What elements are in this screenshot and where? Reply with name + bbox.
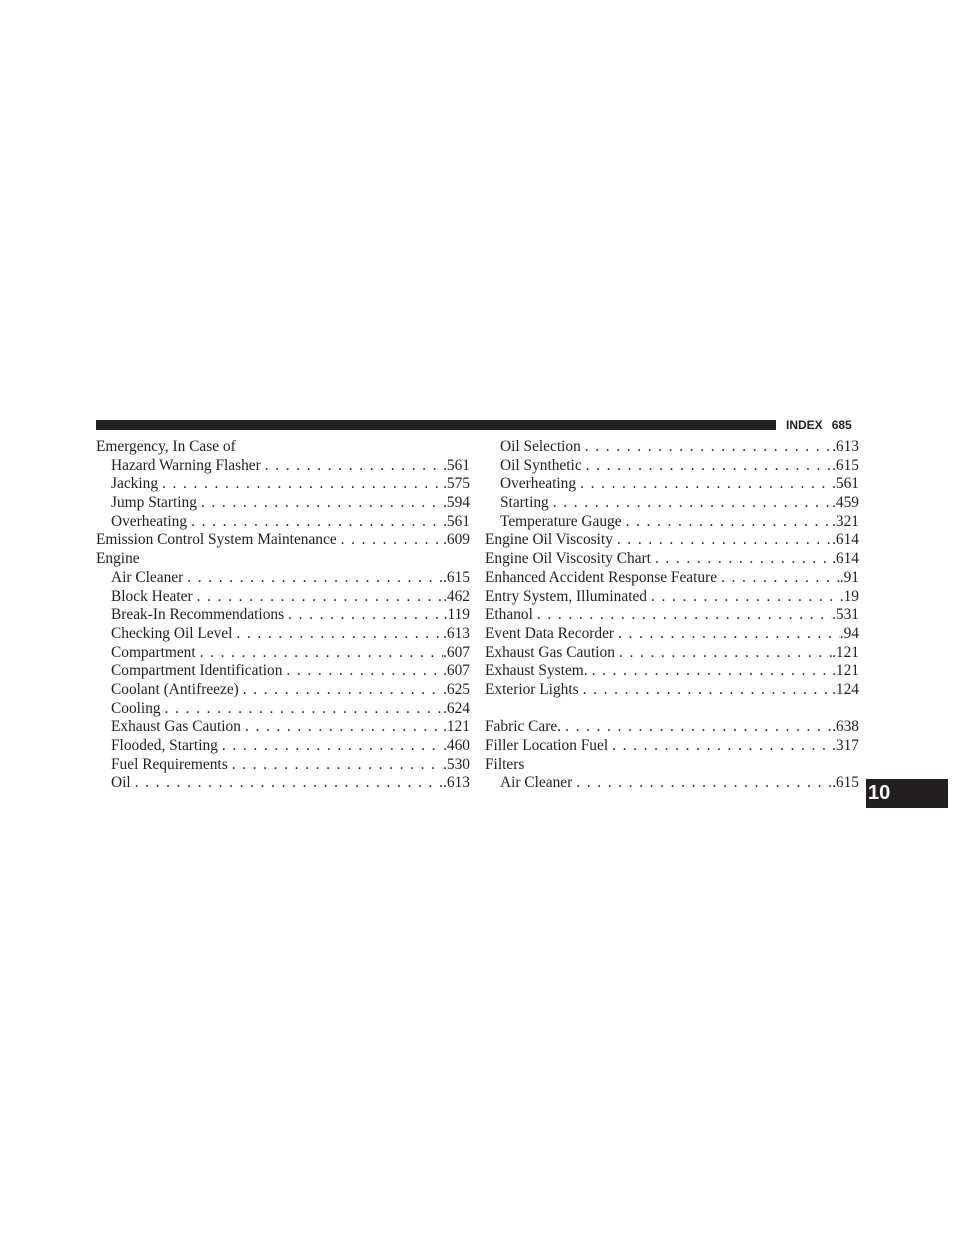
index-entry[interactable]: [485, 681, 859, 700]
dot-leader: [579, 681, 832, 700]
dot-leader: [615, 644, 832, 663]
index-entry[interactable]: [485, 625, 859, 644]
index-page-ref[interactable]: .625: [443, 680, 470, 698]
index-page-ref[interactable]: .561: [443, 512, 470, 530]
index-term: Exhaust System.: [485, 662, 588, 680]
index-page-ref[interactable]: .615: [832, 774, 859, 792]
index-entry[interactable]: [485, 457, 859, 476]
dot-leader: [647, 588, 840, 607]
dot-leader: [622, 513, 833, 532]
index-entry[interactable]: [96, 475, 470, 494]
dot-leader: [197, 494, 443, 513]
index-page-ref[interactable]: .91: [839, 568, 859, 586]
index-entry[interactable]: [485, 513, 859, 532]
index-spacer: [485, 700, 859, 719]
dot-leader: [218, 737, 443, 756]
index-entry[interactable]: [485, 644, 859, 663]
dot-leader: [239, 681, 443, 700]
index-entry[interactable]: [485, 569, 859, 588]
dot-leader: [282, 662, 443, 681]
index-entry[interactable]: [485, 662, 859, 681]
index-page-ref[interactable]: .615: [832, 456, 859, 474]
dot-leader: [241, 718, 443, 737]
index-entry[interactable]: [485, 718, 859, 737]
index-page-ref[interactable]: .614: [832, 550, 859, 568]
index-page-ref[interactable]: .530: [443, 755, 470, 773]
index-heading: [96, 550, 470, 569]
index-page-ref[interactable]: .121: [443, 718, 470, 736]
dot-leader: [576, 475, 832, 494]
dot-leader: [228, 756, 443, 775]
index-page-ref[interactable]: .317: [832, 737, 859, 754]
index-page-ref[interactable]: .613: [832, 438, 859, 455]
index-term: Checking Oil Level: [111, 624, 233, 642]
index-entry[interactable]: [485, 737, 859, 756]
index-term: Ethanol: [485, 606, 533, 624]
header-rule: [96, 420, 776, 430]
index-page-ref[interactable]: .121: [832, 643, 859, 661]
dot-leader: [613, 531, 832, 550]
dot-leader: [196, 644, 443, 663]
index-entry[interactable]: [96, 569, 470, 588]
index-term: Cooling: [111, 699, 161, 717]
index-entry[interactable]: [96, 625, 470, 644]
index-page-ref[interactable]: .94: [839, 624, 859, 642]
index-page-ref[interactable]: .561: [832, 475, 859, 493]
index-entry[interactable]: [485, 550, 859, 569]
index-heading: [485, 756, 859, 775]
dot-leader: [533, 606, 832, 625]
index-entry[interactable]: [96, 494, 470, 513]
index-term: Hazard Warning Flasher: [111, 456, 261, 474]
index-term: Engine Oil Viscosity Chart: [485, 550, 651, 568]
index-term: Fabric Care.: [485, 718, 562, 736]
dot-leader: [561, 718, 832, 737]
index-page-ref[interactable]: .459: [832, 494, 859, 512]
index-term: Emission Control System Maintenance: [96, 531, 337, 549]
index-term: Overheating: [111, 512, 188, 530]
index-term: Fuel Requirements: [111, 755, 228, 773]
section-title: INDEX: [786, 418, 823, 432]
index-column-right: [485, 438, 859, 793]
index-page-ref[interactable]: .609: [443, 531, 470, 549]
index-term: Jump Starting: [111, 494, 197, 512]
index-entry[interactable]: [96, 588, 470, 607]
dot-leader: [608, 737, 832, 756]
index-term: Starting: [500, 494, 549, 512]
index-term: Oil Synthetic: [500, 456, 582, 474]
index-column-left: [96, 438, 470, 793]
index-term: Jacking: [111, 475, 159, 493]
index-entry[interactable]: [96, 700, 470, 719]
index-term: Oil Selection: [500, 438, 581, 455]
index-entry[interactable]: [96, 774, 470, 793]
index-term: Temperature Gauge: [500, 512, 622, 530]
index-page-ref[interactable]: .531: [832, 606, 859, 624]
index-entry[interactable]: [96, 718, 470, 737]
index-page-ref[interactable]: .638: [832, 718, 859, 736]
index-entry[interactable]: [485, 606, 859, 625]
dot-leader: [232, 625, 443, 644]
chapter-tab[interactable]: 10: [866, 779, 948, 808]
index-entry[interactable]: [96, 513, 470, 532]
index-entry[interactable]: [96, 531, 470, 550]
index-term: Exterior Lights: [485, 680, 579, 698]
index-entry[interactable]: [96, 606, 470, 625]
index-term: Compartment Identification: [111, 662, 283, 680]
index-entry[interactable]: [96, 756, 470, 775]
index-term: Filters: [485, 755, 525, 773]
index-entry[interactable]: [96, 681, 470, 700]
index-page-ref[interactable]: .614: [832, 531, 859, 549]
dot-leader: [131, 774, 443, 793]
index-page-ref[interactable]: .19: [839, 587, 859, 605]
index-term: Break-In Recommendations: [111, 606, 285, 624]
index-entry[interactable]: [485, 475, 859, 494]
dot-leader: [158, 475, 443, 494]
dot-leader: [581, 438, 832, 457]
index-term: Exhaust Gas Caution: [485, 643, 615, 661]
dot-leader: [161, 700, 443, 719]
index-term: Event Data Recorder: [485, 624, 615, 642]
dot-leader: [261, 457, 443, 476]
index-page-ref[interactable]: .321: [832, 512, 859, 530]
dot-leader: [717, 569, 840, 588]
index-page-ref[interactable]: .462: [443, 587, 470, 605]
index-term: Oil: [111, 774, 131, 792]
dot-leader: [651, 550, 832, 569]
dot-leader: [614, 625, 840, 644]
index-page-ref[interactable]: .119: [443, 606, 470, 624]
index-heading: [96, 438, 470, 457]
index-page-ref[interactable]: .624: [443, 699, 470, 717]
index-page-ref[interactable]: .613: [443, 624, 470, 642]
index-page-ref[interactable]: .121: [832, 662, 859, 680]
index-entry[interactable]: [96, 457, 470, 476]
index-entry[interactable]: [485, 438, 859, 457]
index-page-ref[interactable]: .615: [443, 568, 470, 586]
index-term: Air Cleaner: [111, 568, 184, 586]
index-page-ref[interactable]: .575: [443, 475, 470, 493]
dot-leader: [337, 531, 443, 550]
dot-leader: [549, 494, 832, 513]
index-entry[interactable]: [485, 774, 859, 793]
index-term: Engine Oil Viscosity: [485, 531, 613, 549]
index-page-ref[interactable]: .613: [443, 774, 470, 792]
dot-leader: [284, 606, 444, 625]
dot-leader: [572, 774, 832, 793]
index-term: Overheating: [500, 475, 577, 493]
index-term: Block Heater: [111, 587, 193, 605]
index-entry[interactable]: [96, 662, 470, 681]
index-term: Flooded, Starting: [111, 737, 218, 754]
index-page-ref[interactable]: .124: [832, 680, 859, 698]
dot-leader: [588, 662, 832, 681]
dot-leader: [582, 457, 832, 476]
index-term: Air Cleaner: [500, 774, 573, 792]
index-entry[interactable]: [96, 644, 470, 663]
page-number: 685: [831, 418, 852, 432]
index-entry[interactable]: [96, 737, 470, 756]
index-term: Filler Location Fuel: [485, 737, 609, 754]
index-term: Entry System, Illuminated: [485, 587, 648, 605]
dot-leader: [193, 588, 443, 607]
index-page-ref[interactable]: .607: [443, 662, 470, 680]
index-entry[interactable]: [485, 588, 859, 607]
index-page-ref[interactable]: .594: [443, 494, 470, 512]
index-entry[interactable]: [485, 531, 859, 550]
index-entry[interactable]: [485, 494, 859, 513]
index-term: Coolant (Antifreeze): [111, 680, 239, 698]
index-term: Compartment: [111, 643, 196, 661]
index-page-ref[interactable]: .607: [443, 643, 470, 661]
dot-leader: [183, 569, 443, 588]
index-page-ref[interactable]: .460: [443, 737, 470, 754]
index-term: Emergency, In Case of: [96, 438, 236, 455]
dot-leader: [187, 513, 443, 532]
running-header: [786, 417, 852, 433]
index-term: Enhanced Accident Response Feature: [485, 568, 718, 586]
index-term: Engine: [96, 550, 140, 568]
index-term: Exhaust Gas Caution: [111, 718, 241, 736]
index-page-ref[interactable]: .561: [443, 456, 470, 474]
